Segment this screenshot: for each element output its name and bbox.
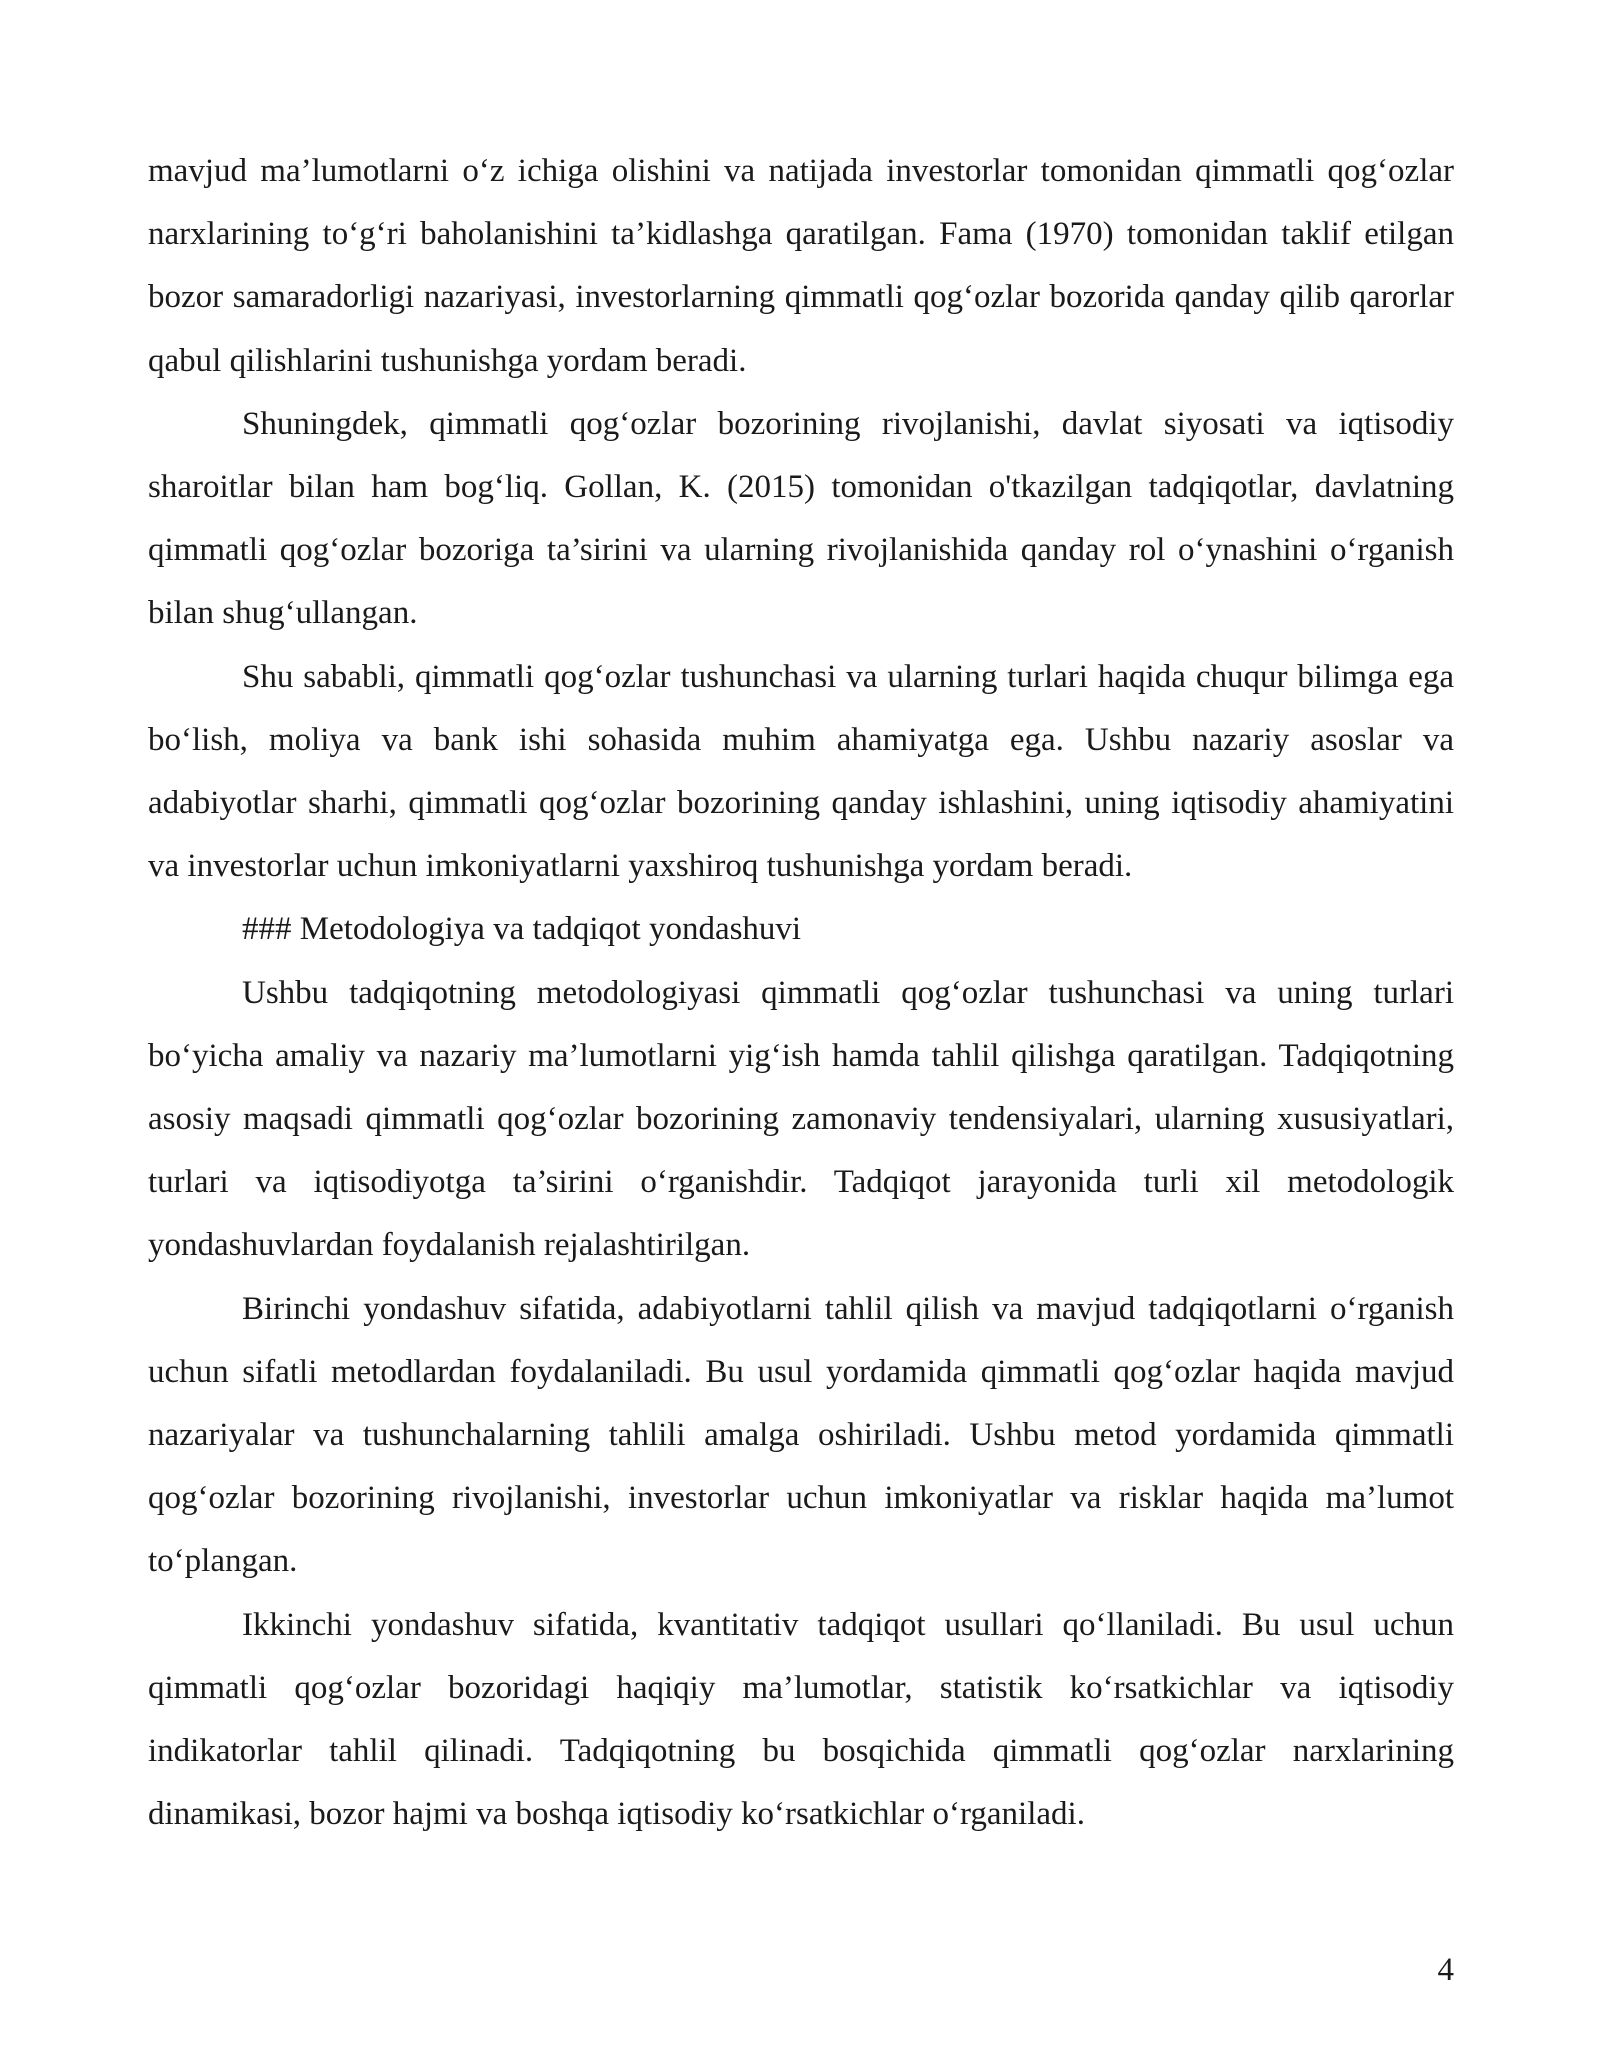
paragraph-continuation: mavjud ma’lumotlarni o‘z ichiga olishini va natijada investorlar tomonidan qimmatli qog‘ozlar narxlarining to‘g‘ri baholanishini ta’kidlashga qaratilgan. Fama (1970) tomonidan taklif etilgan bozor samaradorligi nazariyasi, investorlarning qimmatli qog‘ozlar bozorida qanday qilib qarorlar qabul qilishlarini tushunishga yordam beradi. — [148, 153, 1454, 379]
paragraph-ushbu-tadqiqot: Ushbu tadqiqotning metodologiyasi qimmatli qog‘ozlar tushunchasi va uning turlari bo‘yicha amaliy va nazariy ma’lumotlarni yig‘ish hamda tahlil qilishga qaratilgan. Tadqiqotning asosiy maqsadi qimmatli qog‘ozlar bozorining zamonaviy tendensiyalari, ularning xususiyatlari, turlari va iqtisodiyotga ta’sirini o‘rganishdir. Tadqiqot jarayonida turli xil metodologik yondashuvlardan foydalanish rejalashtirilgan. — [148, 974, 1454, 1264]
document-body — [148, 140, 1454, 1846]
paragraph-shu-sababli: Shu sababli, qimmatli qog‘ozlar tushunchasi va ularning turlari haqida chuqur bilimga ega bo‘lish, moliya va bank ishi sohasida muhim ahamiyatga ega. Ushbu nazariy asoslar va adabiyotlar sharhi, qimmatli qog‘ozlar bozorining qanday ishlashini, uning iqtisodiy ahamiyatini va investorlar uchun imkoniyatlarni yaxshiroq tushunishga yordam beradi. — [148, 658, 1454, 885]
section-heading: ### Metodologiya va tadqiqot yondashuvi — [242, 911, 802, 948]
paragraph-birinchi-yondashuv: Birinchi yondashuv sifatida, adabiyotlarni tahlil qilish va mavjud tadqiqotlarni o‘rganish uchun sifatli metodlardan foydalaniladi. Bu usul yordamida qimmatli qog‘ozlar haqida mavjud nazariyalar va tushunchalarning tahlili amalga oshiriladi. Ushbu metod yordamida qimmatli qog‘ozlar bozorining rivojlanishi, investorlar uchun imkoniyatlar va risklar haqida ma’lumot to‘plangan. — [148, 1290, 1454, 1580]
paragraph-shuningdek: Shuningdek, qimmatli qog‘ozlar bozorining rivojlanishi, davlat siyosati va iqtisodiy sharoitlar bilan ham bog‘liq. Gollan, K. (2015) tomonidan o'tkazilgan tadqiqotlar, davlatning qimmatli qog‘ozlar bozoriga ta’sirini va ularning rivojlanishida qanday rol o‘ynashini o‘rganish bilan shug‘ullangan. — [148, 405, 1454, 632]
paragraph-ikkinchi-yondashuv: Ikkinchi yondashuv sifatida, kvantitativ tadqiqot usullari qo‘llaniladi. Bu usul uchun qimmatli qog‘ozlar bozoridagi haqiqiy ma’lumotlar, statistik ko‘rsatkichlar va iqtisodiy indikatorlar tahlil qilinadi. Tadqiqotning bu bosqichida qimmatli qog‘ozlar narxlarining dinamikasi, bozor hajmi va boshqa iqtisodiy ko‘rsatkichlar o‘rganiladi. — [148, 1606, 1454, 1833]
page-number: 4 — [1437, 1952, 1454, 1988]
